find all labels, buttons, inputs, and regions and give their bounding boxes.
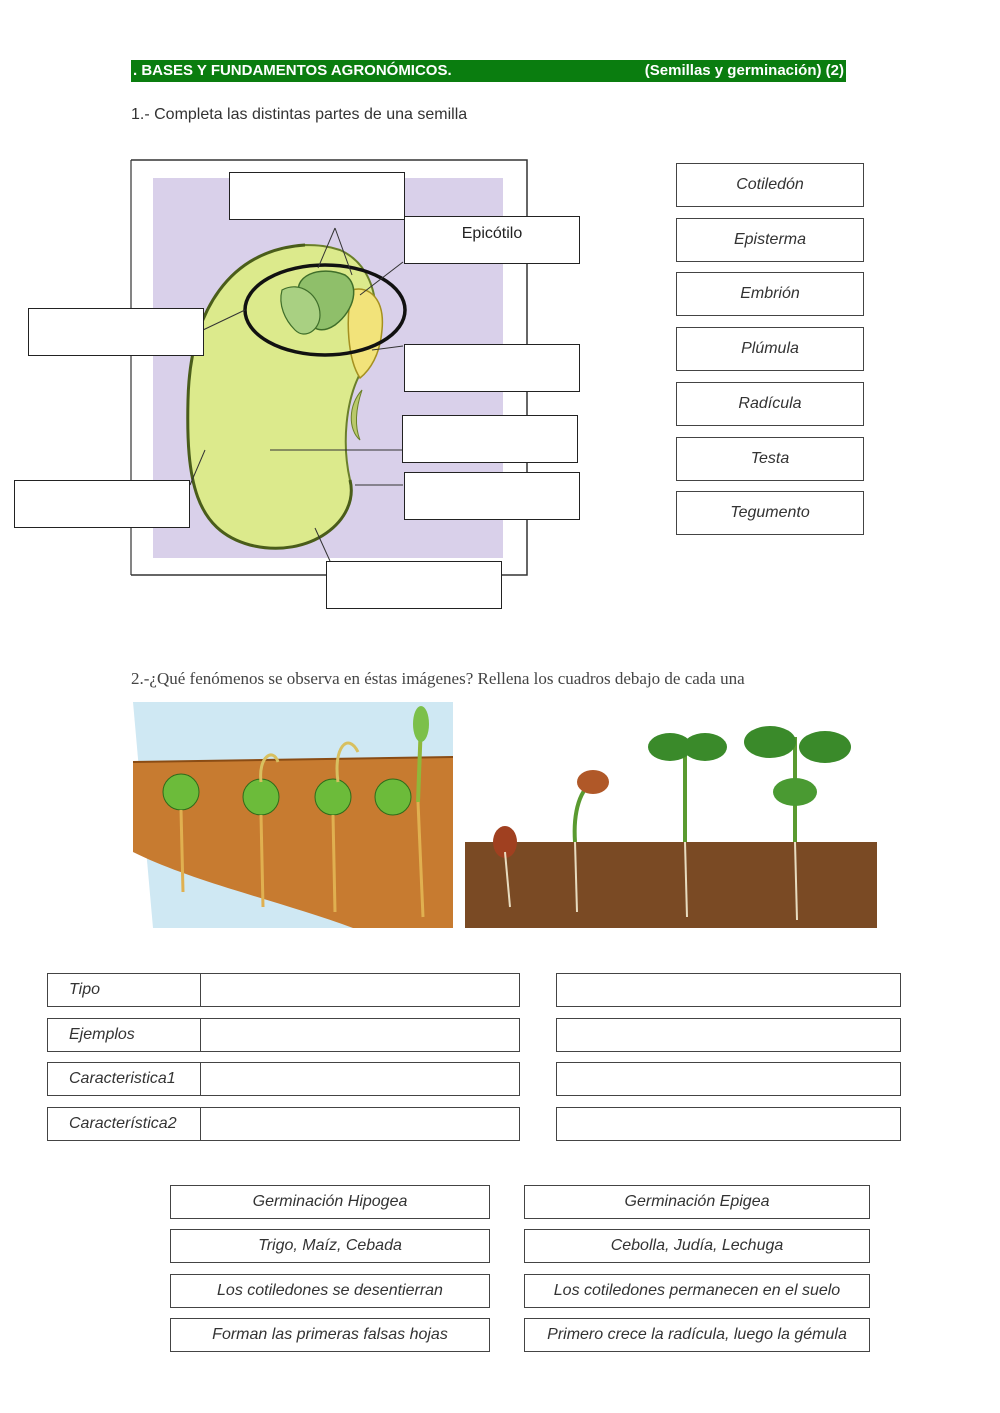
answer-option-radicula-gemula[interactable]: Primero crece la radícula, luego la gémula (524, 1318, 870, 1352)
seed-option-cotiledon[interactable]: Cotiledón (676, 163, 864, 207)
seed-label-box-epicotilo[interactable] (404, 216, 580, 264)
question-1: 1.- Completa las distintas partes de una semilla (131, 106, 468, 123)
seed-option-plumula[interactable]: Plúmula (676, 327, 864, 371)
cell-caracteristica2-left[interactable] (200, 1107, 520, 1141)
cell-tipo-right[interactable] (556, 973, 901, 1007)
row-label-caracteristica2: Característica2 (47, 1107, 201, 1141)
seed-label-box-6[interactable] (404, 472, 580, 520)
seed-option-radicula[interactable]: Radícula (676, 382, 864, 426)
seed-label-epicotilo: Epicótilo (461, 225, 523, 242)
germination-illustration-right (465, 702, 877, 928)
germination-illustration-left (133, 702, 453, 928)
row-label-caracteristica1: Caracteristica1 (47, 1062, 201, 1096)
answer-option-falsas-hojas[interactable]: Forman las primeras falsas hojas (170, 1318, 490, 1352)
cell-caracteristica1-right[interactable] (556, 1062, 901, 1096)
header-bar (131, 60, 846, 82)
seed-option-testa[interactable]: Testa (676, 437, 864, 481)
cell-ejemplos-left[interactable] (200, 1018, 520, 1052)
answer-option-desentierran[interactable]: Los cotiledones se desentierran (170, 1274, 490, 1308)
seed-option-episterma[interactable]: Episterma (676, 218, 864, 262)
seed-option-embrion[interactable]: Embrión (676, 272, 864, 316)
answer-option-permanecen[interactable]: Los cotiledones permanecen en el suelo (524, 1274, 870, 1308)
row-label-tipo: Tipo (47, 973, 201, 1007)
question-2: 2.-¿Qué fenómenos se observa en éstas imágenes? Rellena los cuadros debajo de cada una (131, 669, 745, 688)
cell-caracteristica1-left[interactable] (200, 1062, 520, 1096)
header-subtitle: (Semillas y germinación) (2) (644, 62, 844, 79)
cell-ejemplos-right[interactable] (556, 1018, 901, 1052)
answer-option-trigo[interactable]: Trigo, Maíz, Cebada (170, 1229, 490, 1263)
row-label-ejemplos: Ejemplos (47, 1018, 201, 1052)
seed-label-box-5[interactable] (402, 415, 578, 463)
cell-tipo-left[interactable] (200, 973, 520, 1007)
seed-label-box-7[interactable] (14, 480, 190, 528)
seed-label-box-4[interactable] (404, 344, 580, 392)
seed-label-box-3[interactable] (28, 308, 204, 356)
answer-option-hipogea[interactable]: Germinación Hipogea (170, 1185, 490, 1219)
seed-label-box-1[interactable] (229, 172, 405, 220)
answer-option-cebolla[interactable]: Cebolla, Judía, Lechuga (524, 1229, 870, 1263)
answer-option-epigea[interactable]: Germinación Epigea (524, 1185, 870, 1219)
soil-right (465, 842, 877, 928)
seed-option-tegumento[interactable]: Tegumento (676, 491, 864, 535)
header-title: . BASES Y FUNDAMENTOS AGRONÓMICOS. (133, 62, 452, 79)
seed-label-box-8[interactable] (326, 561, 502, 609)
cell-caracteristica2-right[interactable] (556, 1107, 901, 1141)
